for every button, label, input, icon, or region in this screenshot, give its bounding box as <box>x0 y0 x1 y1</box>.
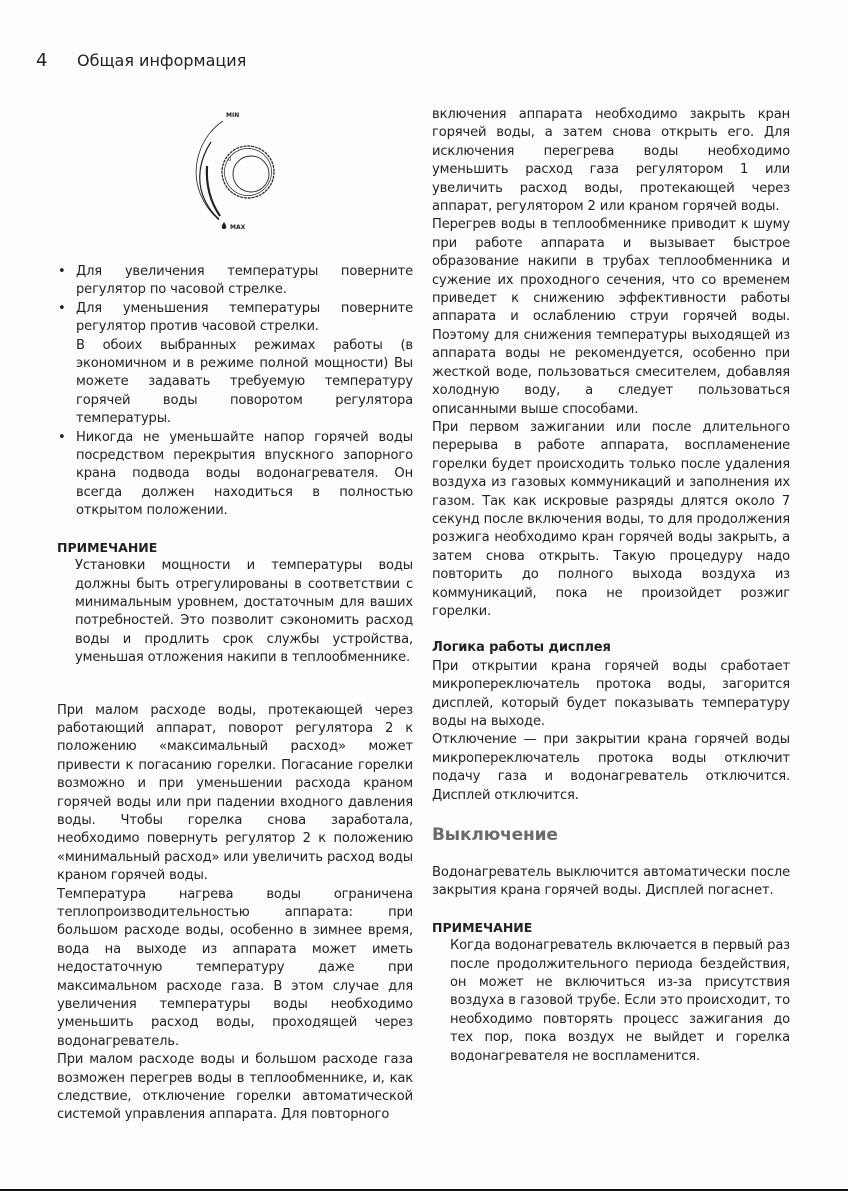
bullet-icon: • <box>58 264 66 279</box>
page-header <box>36 50 246 71</box>
paragraph: Водонагреватель выключится автоматически после закрытия крана горячей воды. Дисплей погаснет. <box>432 865 790 899</box>
list-item: • Для увеличения температуры поверните регулятор по часовой стрелке. <box>58 264 413 298</box>
right-column <box>432 106 790 1066</box>
instruction-list <box>57 263 413 337</box>
list-item: • Никогда не уменьшайте напор горячей воды посредством перекрытия впускного запорного крана подвода воды водонагревателя. Он всегда должен находиться в полностью открытом положении. <box>58 429 413 519</box>
flame-drop-icon <box>222 222 227 229</box>
shutdown-heading: Выключение <box>432 825 558 846</box>
left-column <box>57 263 413 1125</box>
list-item: • Для уменьшения температуры поверните регулятор против часовой стрелки. <box>58 300 413 335</box>
min-label: MIN <box>226 112 240 119</box>
warning-list <box>57 429 413 521</box>
section-title: Общая информация <box>77 51 247 70</box>
list-continuation: В обоих выбранных режимах работы (в экономичном и в режиме полной мощности) Вы можете задавать требуемую температуру горячей воды поворотом регулятора температуры. <box>76 337 413 427</box>
paragraph: Перегрев воды в теплообменнике приводит к шуму при работе аппарата и вызывает быстрое образование накипи в трубах теплообменника и сужение их проходного сечения, что со временем приведет к снижению эффективности работы аппарата и ослаблению струи горячей воды. Поэтому для снижения температуры выходящей из аппарата воды не рекомендуется, особенно при жесткой воде, пользоваться смесителем, добавляя холодную воду, а следует пользоваться описанными выше способами. <box>432 217 790 417</box>
page-number: 4 <box>36 50 48 71</box>
temperature-knob-icon <box>188 108 284 233</box>
paragraph: При малом расходе воды, протекающей через работающий аппарат, поворот регулятора 2 к положению «максимальный расход» может привести к погасанию горелки. Погасание горелки возможно и при уменьшении расхода краном горячей воды или при падении входного давления воды. Чтобы горелка снова заработала, необходимо повернуть регулятор 2 к положению «минимальный расход» или увеличить расход воды краном горячей воды. <box>57 702 413 884</box>
paragraph: Температура нагрева воды ограничена теплопроизводительностью аппарата: при большом расходе воды, особенно в зимнее время, вода на выходе из аппарата может иметь недостаточную температуру даже при максимальном расходе газа. В этом случае для увеличения температуры воды необходимо уменьшить расход воды, проходящей через водонагреватель. <box>57 886 413 1049</box>
bullet-icon: • <box>58 300 66 316</box>
note-title: ПРИМЕЧАНИЕ <box>57 539 158 555</box>
bullet-icon: • <box>58 429 66 445</box>
paragraph: включения аппарата необходимо закрыть кран горячей воды, а затем снова открыть его. Для исключения перегрева воды необходимо уменьшить расход газа регулятором 1 или увеличить расход воды, протекающей через аппарат, регулятором 2 или краном горячей воды. <box>432 107 790 215</box>
paragraph: При первом зажигании или после длительного перерыва в работе аппарата, воспламенение горелки будет происходить только после удаления воздуха из газовых коммуникаций и заполнения их газом. Так как искровые разряды длятся около 7 секунд после включения воды, то для продолжения розжига необходимо кран горячей воды закрыть, а затем снова открыть. Такую процедуру надо повторить до полного выхода воздуха из коммуникаций, пока не произойдет розжиг горелки. <box>432 419 790 619</box>
max-label: MAX <box>230 224 246 231</box>
paragraph: При открытии крана горячей воды сработает микропереключатель протока воды, загорится дисплей, который будет показывать температуру воды на выходе. <box>432 658 790 729</box>
display-logic-heading: Логика работы дисплея <box>432 640 611 656</box>
paragraph: Отключение — при закрытии крана горячей воды микропереключатель протока воды отключит подачу газа и водонагреватель отключится. Дисплей отключится. <box>432 732 790 803</box>
svg-text:0: 0 <box>228 157 232 163</box>
note-title: ПРИМЕЧАНИЕ <box>432 919 533 935</box>
paragraph: При малом расходе воды и большом расходе газа возможен перегрев воды в теплообменнике, и, как следствие, отключение горелки автоматической системой управления аппарата. Для повторного <box>57 1052 413 1123</box>
note-body: Когда водонагреватель включается в первый раз после продолжительного периода бездействия, он может не включиться из-за присутствия воздуха в газовой трубе. Если это происходит, то необходимо повторять процесс зажигания до тех пор, пока воздух не выйдет и горелка водонагревателя не воспламенится. <box>450 938 790 1064</box>
note-body: Установки мощности и температуры воды должны быть отрегулированы в соответствии с минимальным уровнем, достаточным для ваших потребностей. Это позволит сэкономить расход воды и продлить срок службы устройства, уменьшая отложения накипи в теплообменнике. <box>75 558 413 666</box>
